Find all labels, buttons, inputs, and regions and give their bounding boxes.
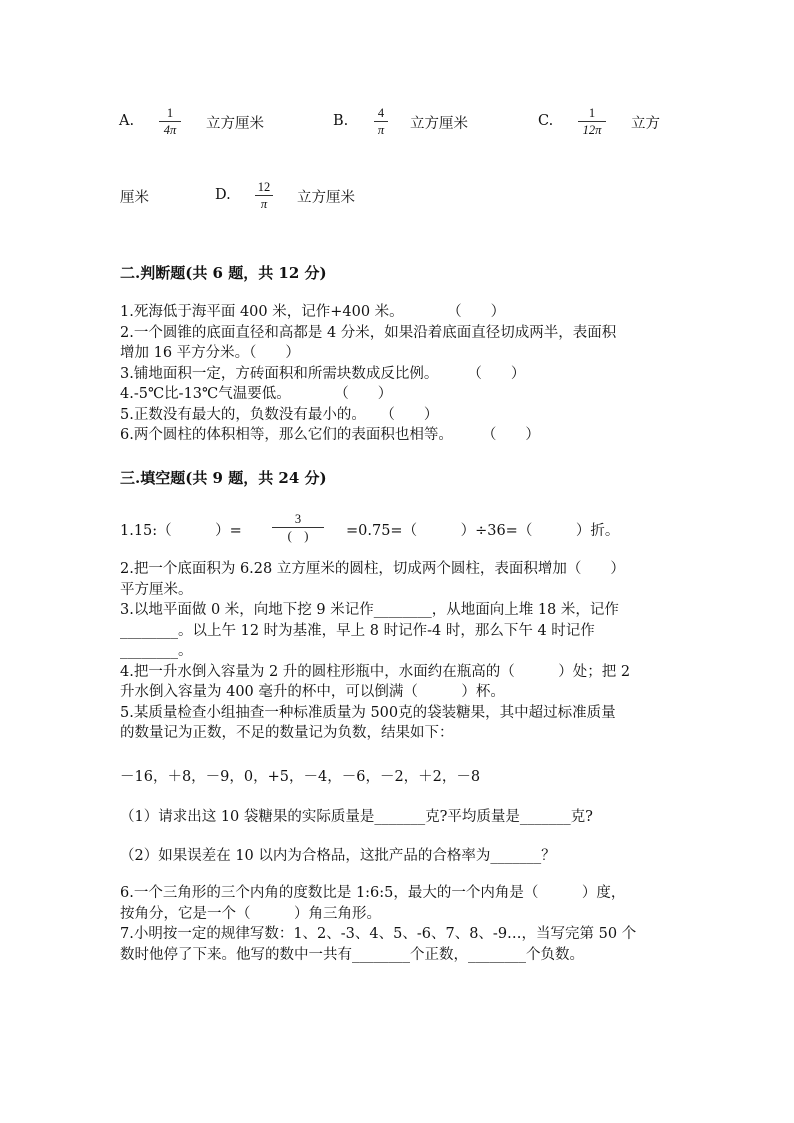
option-b-fraction [374,106,388,137]
option-d-unit: 立方厘米 [297,190,355,206]
judge-item-2-line2: 增加 16 平方分米。（ ） [120,345,300,361]
judge-item-1: 1.死海低于海平面 400 米，记作+400 米。 （ ） [120,304,506,320]
fill-q1-left: 1.15:（ ）= [120,523,242,539]
fill-q7-line1: 7.小明按一定的规律写数：1、2、-3、4、5、-6、7、8、-9…，当写完第 50 个 [120,926,637,942]
section-3-title: 三.填空题(共 9 题，共 24 分) [120,469,327,487]
option-c-numerator: 1 [588,106,596,120]
judge-item-2-line1: 2.一个圆锥的底面直径和高都是 4 分米，如果沿着底面直径切成两半，表面积 [120,324,617,341]
fill-q1-fraction [272,512,324,543]
fill-q6-q7 [120,883,636,965]
option-b-numerator: 4 [377,106,385,120]
option-a-numerator: 1 [166,106,174,120]
judge-item-5: 5.正数没有最大的，负数没有最小的。 （ ） [120,406,439,423]
option-d-fraction [255,180,273,211]
fill-q2-line2: 平方厘米。 [120,581,193,598]
fill-q6-line2: 按角分，它是一个（ ）角三角形。 [120,905,381,922]
fill-q5-data: －16，＋8，－9，0，+5，－4，－6，－2，＋2，－8 [120,769,481,785]
option-c-denominator: 12π [582,123,602,137]
option-a-unit: 立方厘米 [206,116,264,132]
fill-q1-right: =0.75=（ ）÷36=（ ）折。 [346,523,620,539]
option-d-numerator: 12 [257,180,271,194]
fill-q1-denominator: ( ) [287,529,309,543]
judge-item-6: 6.两个圆柱的体积相等，那么它们的表面积也相等。 （ ） [120,427,540,443]
fill-q3-line1: 3.以地平面做 0 米，向地下挖 9 米记作________，从地面向上堆 18 米，记作 [120,602,619,618]
judge-item-3: 3.铺地面积一定，方砖面积和所需块数成反比例。 （ ） [120,365,526,382]
option-b-letter: B. [333,113,349,129]
option-c-letter: C. [538,113,554,129]
fill-q5-sub1: （1）请求出这 10 袋糖果的实际质量是_______克?平均质量是_______克? [120,809,593,825]
fill-q1-numerator: 3 [294,512,302,526]
section-2-title: 二.判断题(共 6 题，共 12 分) [120,264,327,282]
option-d-letter: D. [215,187,231,203]
fill-q5-sub2: （2）如果误差在 10 以内为合格品，这批产品的合格率为_______？ [120,848,556,864]
option-a-denominator: 4π [163,123,177,137]
option-b-denominator: π [377,123,385,137]
fill-q4-line2: 升水倒入容量为 400 毫升的杯中，可以倒满（ ）杯。 [120,684,505,700]
fill-q4-line1: 4.把一升水倒入容量为 2 升的圆柱形瓶中，水面约在瓶高的（ ）处；把 2 [120,663,631,680]
section-2-list [120,302,616,446]
option-b-unit: 立方厘米 [410,116,468,132]
fill-q3-line2: ________。以上午 12 时为基准，早上 8 时记作-4 时，那么下午 4 时记作 [120,622,595,639]
fill-q2-line1: 2.把一个底面积为 6.28 立方厘米的圆柱，切成两个圆柱，表面积增加（ ） [120,561,625,577]
option-d-denominator: π [260,197,268,211]
fill-q5-line1: 5.某质量检查小组抽查一种标准质量为 500克的袋装糖果，其中超过标准质量 [120,704,616,721]
option-c-unit-continued: 厘米 [120,190,149,206]
fill-q6-line1: 6.一个三角形的三个内角的度数比是 1:6:5，最大的一个内角是（ ）度， [120,885,626,901]
fill-q3-line3: ________。 [120,643,193,659]
option-a-fraction [159,106,181,137]
fill-q5-line2: 的数量记为正数，不足的数量记为负数，结果如下： [120,725,454,741]
option-a-letter: A. [119,113,135,129]
fill-q7-line2: 数时他停了下来。他写的数中一共有________个正数，________个负数。 [120,946,584,963]
option-c-unit: 立方 [631,116,660,132]
option-c-fraction [578,106,606,137]
judge-item-4: 4.-5℃比-13℃气温要低。 （ ） [120,386,393,402]
fill-q2-q5 [120,559,630,744]
